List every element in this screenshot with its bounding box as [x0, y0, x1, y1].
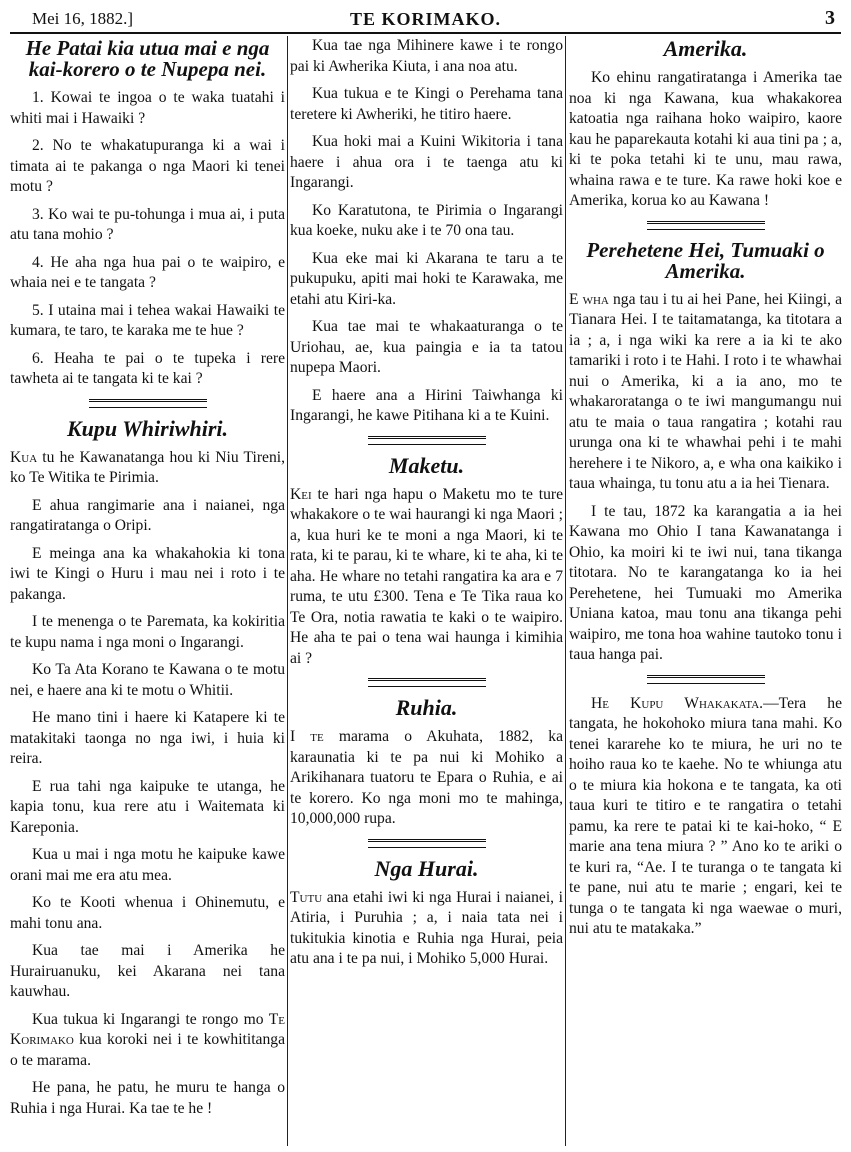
news-paragraph: I te tau, 1872 ka karangatia a ia hei Kawana mo Ohio I tana Kawanatanga i Ohio, ka moiri ki te iwi nui, tana tikanga titotara. No te karangatanga ko ia hei Perehetene, hei Tumuaki mo Amerika Uniana katoa, mau tonu ana tikanga pehi waipiro, me tona hoa wahine tautoko tonu i taua hanga pai.: [569, 502, 842, 663]
section-heading-nga-hurai: Nga Hurai.: [374, 855, 479, 881]
column-2: [290, 36, 563, 1146]
lead-word: Tutu: [290, 888, 323, 906]
news-paragraph: Kua tae nga Mihinere kawe i te rongo pai ki Awherika Kiuta, i ana noa atu.: [290, 37, 563, 75]
questions-heading: He Patai kia utua mai e nga kai-korero o te Nupepa nei.: [25, 36, 270, 81]
news-paragraph: [290, 727, 563, 830]
news-paragraph: Ko Ta Ata Korano te Kawana o te motu nei, e haere ana ki te motu o Whitii.: [10, 661, 285, 699]
news-paragraph: He pana, he patu, he muru te hanga o Ruhia i nga Hurai. Ka tae te he !: [10, 1079, 285, 1117]
news-paragraph: [569, 290, 842, 495]
section-heading-amerika: Amerika.: [663, 36, 748, 61]
lead-word: Kua: [10, 448, 38, 466]
news-paragraph: Ko Karatutona, te Pirimia o Ingarangi kua koeke, nuku ake i te 70 ona tau.: [290, 201, 563, 239]
news-paragraph: [290, 485, 563, 670]
newspaper-name: Te Korimako: [10, 1010, 285, 1048]
page-header: [10, 6, 841, 34]
news-paragraph: [569, 694, 842, 940]
news-paragraph: Kua eke mai ki Akarana te taru a te pukupuku, apiti mai hoki te Karawaka, me etahi atu Kiri-ka.: [290, 249, 563, 308]
news-paragraph: E meinga ana ka whakahokia ki tona iwi te Kingi o Huru i mau nei i roto i te pakanga.: [10, 544, 285, 603]
page-number: 3: [825, 7, 835, 29]
news-paragraph: Kua hoki mai a Kuini Wikitoria i tana haere i ahua ora i te taenga atu ki Ingarangi.: [290, 133, 563, 191]
news-paragraph: Ko ehinu rangatiratanga i Amerika tae noa ki nga Kawana, kua whakakorea katoatia nga raihana hoko waipiro, kaore kau he paparekauta kotahi ki aua tini pa ; a, ki te poka tetahi ki te unu, mau rawa, whaina rawa e te ture. Ka rawe hoki koe e Amerika, korua ko au Kawana !: [569, 69, 842, 209]
column-rule: [287, 36, 288, 1146]
question-item: 4. He aha nga hua pai o te waipiro, e whaia nei e te tangata ?: [10, 253, 285, 291]
lead-word: I te: [290, 728, 324, 745]
paragraph-text: nga tau i tu ai hei Pane, hei Kiingi, a Tianara Hei. I te taitamatanga, ka titotara a ia ; a, i nga wiki ka rere a ia ki te ako tamariki i roto i te Hahi. I roto i te whawhai nui o Amerika, ki a ia ano, mo te whakaroratanga o te iwi mangumangu nui atu te maia o taua rangatira ; kotahi rau urunga ona ki te whawhai pehi i te mahi herehere i te Nikoro, a, e wha ona kaikiko i taua whainga, tu tonu atu a ia hei Tienara.: [569, 290, 842, 492]
news-paragraph: E haere ana a Hirini Taiwhanga ki Ingarangi, he kawe Pitihana ki a te Kuini.: [290, 386, 563, 424]
section-divider: [368, 839, 486, 848]
news-paragraph: He mano tini i haere ki Katapere ki te matakitaki taonga no nga iwi, i huia ki reira.: [10, 709, 285, 767]
column-3: [569, 36, 842, 1146]
section-heading-perehetene-hei: Perehetene Hei, Tumuaki o Amerika.: [586, 237, 825, 283]
lead-word: He Kupu Whakakata.: [591, 694, 764, 712]
section-heading-ruhia: Ruhia.: [395, 695, 458, 720]
section-heading-maketu: Maketu.: [388, 452, 465, 478]
issue-date: Mei 16, 1882.]: [32, 9, 134, 28]
lead-word: Kei: [290, 485, 312, 503]
question-item: 5. I utaina mai i tehea wakai Hawaiki te kumara, te taro, te karaka me te hue ?: [10, 301, 285, 339]
news-paragraph: [10, 1010, 285, 1072]
question-item: 1. Kowai te ingoa o te waka tuatahi i whiti mai i Hawaiki ?: [10, 89, 285, 127]
news-paragraph: Ko te Kooti whenua i Ohinemutu, e mahi tonu ana.: [10, 894, 285, 932]
news-paragraph: E ahua rangimarie ana i naianei, nga rangatiratanga o Oripi.: [10, 496, 285, 534]
section-heading-kupu-whiriwhiri: Kupu Whiriwhiri.: [66, 415, 229, 441]
news-paragraph: [290, 888, 563, 970]
lead-text: tu he Kawanatanga hou ki Niu Tireni, ko Te Witika te Pirimia.: [10, 448, 285, 486]
section-divider: [647, 675, 765, 684]
section-divider: [89, 399, 207, 408]
news-paragraph: E rua tahi nga kaipuke te utanga, he kapia tonu, kua rere atu i Waitemata ki Kareponia.: [10, 777, 285, 836]
paragraph-text: —Tera he tangata, he hokohoko miura tana mahi. Ko tenei kararehe ko te miura, he uri no te hoiho raua ko te kaehe. No te whiunga atu o te miura kia hokona e te tangata, ka oti taua kuri te titiro e te rangatira o tetahi pamu, ka rere te patai ki te kai-hoko, “ E marie ana tena miura ? ” Ano ko te ariki o te kuri ra, “Ae. I te turanga o te tangata ki te pane, nui atu te marie ; engari, kei te tunga o te tangata ki nga waewae o muri, nui atu te matakaka.”: [569, 694, 842, 937]
news-paragraph: Kua tae mai te whakaaturanga o te Uriohau, ae, kua paingia e ia ta tatou nupepa Maori.: [290, 318, 563, 376]
paragraph-text: te hari nga hapu o Maketu mo te ture whakakore o te wai haurangi ki nga Maori ; a, kua huri ke te moni a nga Maori, ki te rata, ki te parau, ki te whare, ki te aha, ki te aha. He whare no tetahi rangatira ka ara e 7 ruma, te utu £300. Tena e Te Tika raua ko Te Ora, notia rawatia te kaki o te waipiro. He aha te pai o tena wai haunga i kimihia ai ?: [290, 485, 563, 667]
question-item: 6. Heaha te pai o te tupeka i rere tawheta ai te tangata ki te kai ?: [10, 349, 285, 387]
masthead-title: TE KORIMAKO.: [349, 9, 501, 29]
column-rule: [565, 36, 566, 1146]
paragraph-text: kua koroki nei i te kowhititanga o te marama.: [10, 1031, 285, 1069]
lead-word: E wha: [569, 290, 609, 308]
section-divider: [368, 678, 486, 687]
column-1: [10, 36, 285, 1146]
section-divider: [647, 221, 765, 230]
news-paragraph: [10, 448, 285, 489]
news-paragraph: Kua u mai i nga motu he kaipuke kawe orani mai me era atu mea.: [10, 846, 285, 884]
news-paragraph: I te menenga o te Paremata, ka kokiritia te kupu nama i nga moni o Ingarangi.: [10, 613, 285, 651]
news-paragraph: Kua tukua e te Kingi o Perehama tana teretere ki Awheriki, he titiro haere.: [290, 85, 563, 123]
paragraph-text: ana etahi iwi ki nga Hurai i naianei, i Atiria, i Puruhia ; a, i naia tata nei i tukitukia kinotia e Ruhia nga Hurai, peia atu ana i te pa nui, i Mohiko 5,000 Hurai.: [290, 888, 563, 967]
section-divider: [368, 436, 486, 445]
paragraph-text: Kua tukua ki Ingarangi te rongo mo: [32, 1010, 269, 1028]
paragraph-text: marama o Akuhata, 1882, ka karaunatia ki te pa nui ki Mohiko a Arikihanara tuatoru te Epara o Ruhia, e ai te korero. Ko nga moni mo te mahinga, 10,000,000 rupa.: [290, 728, 563, 827]
question-item: 2. No te whakatupuranga ki a wai i timata ai te pakanga o nga Maori ki tenei motu ?: [10, 137, 285, 195]
news-paragraph: Kua tae mai i Amerika he Hurairuanuku, kei Akarana nei tana kauwhau.: [10, 942, 285, 1000]
question-item: 3. Ko wai te pu-tohunga i mua ai, i puta atu tana mohio ?: [10, 205, 285, 243]
question-list: [10, 88, 285, 390]
